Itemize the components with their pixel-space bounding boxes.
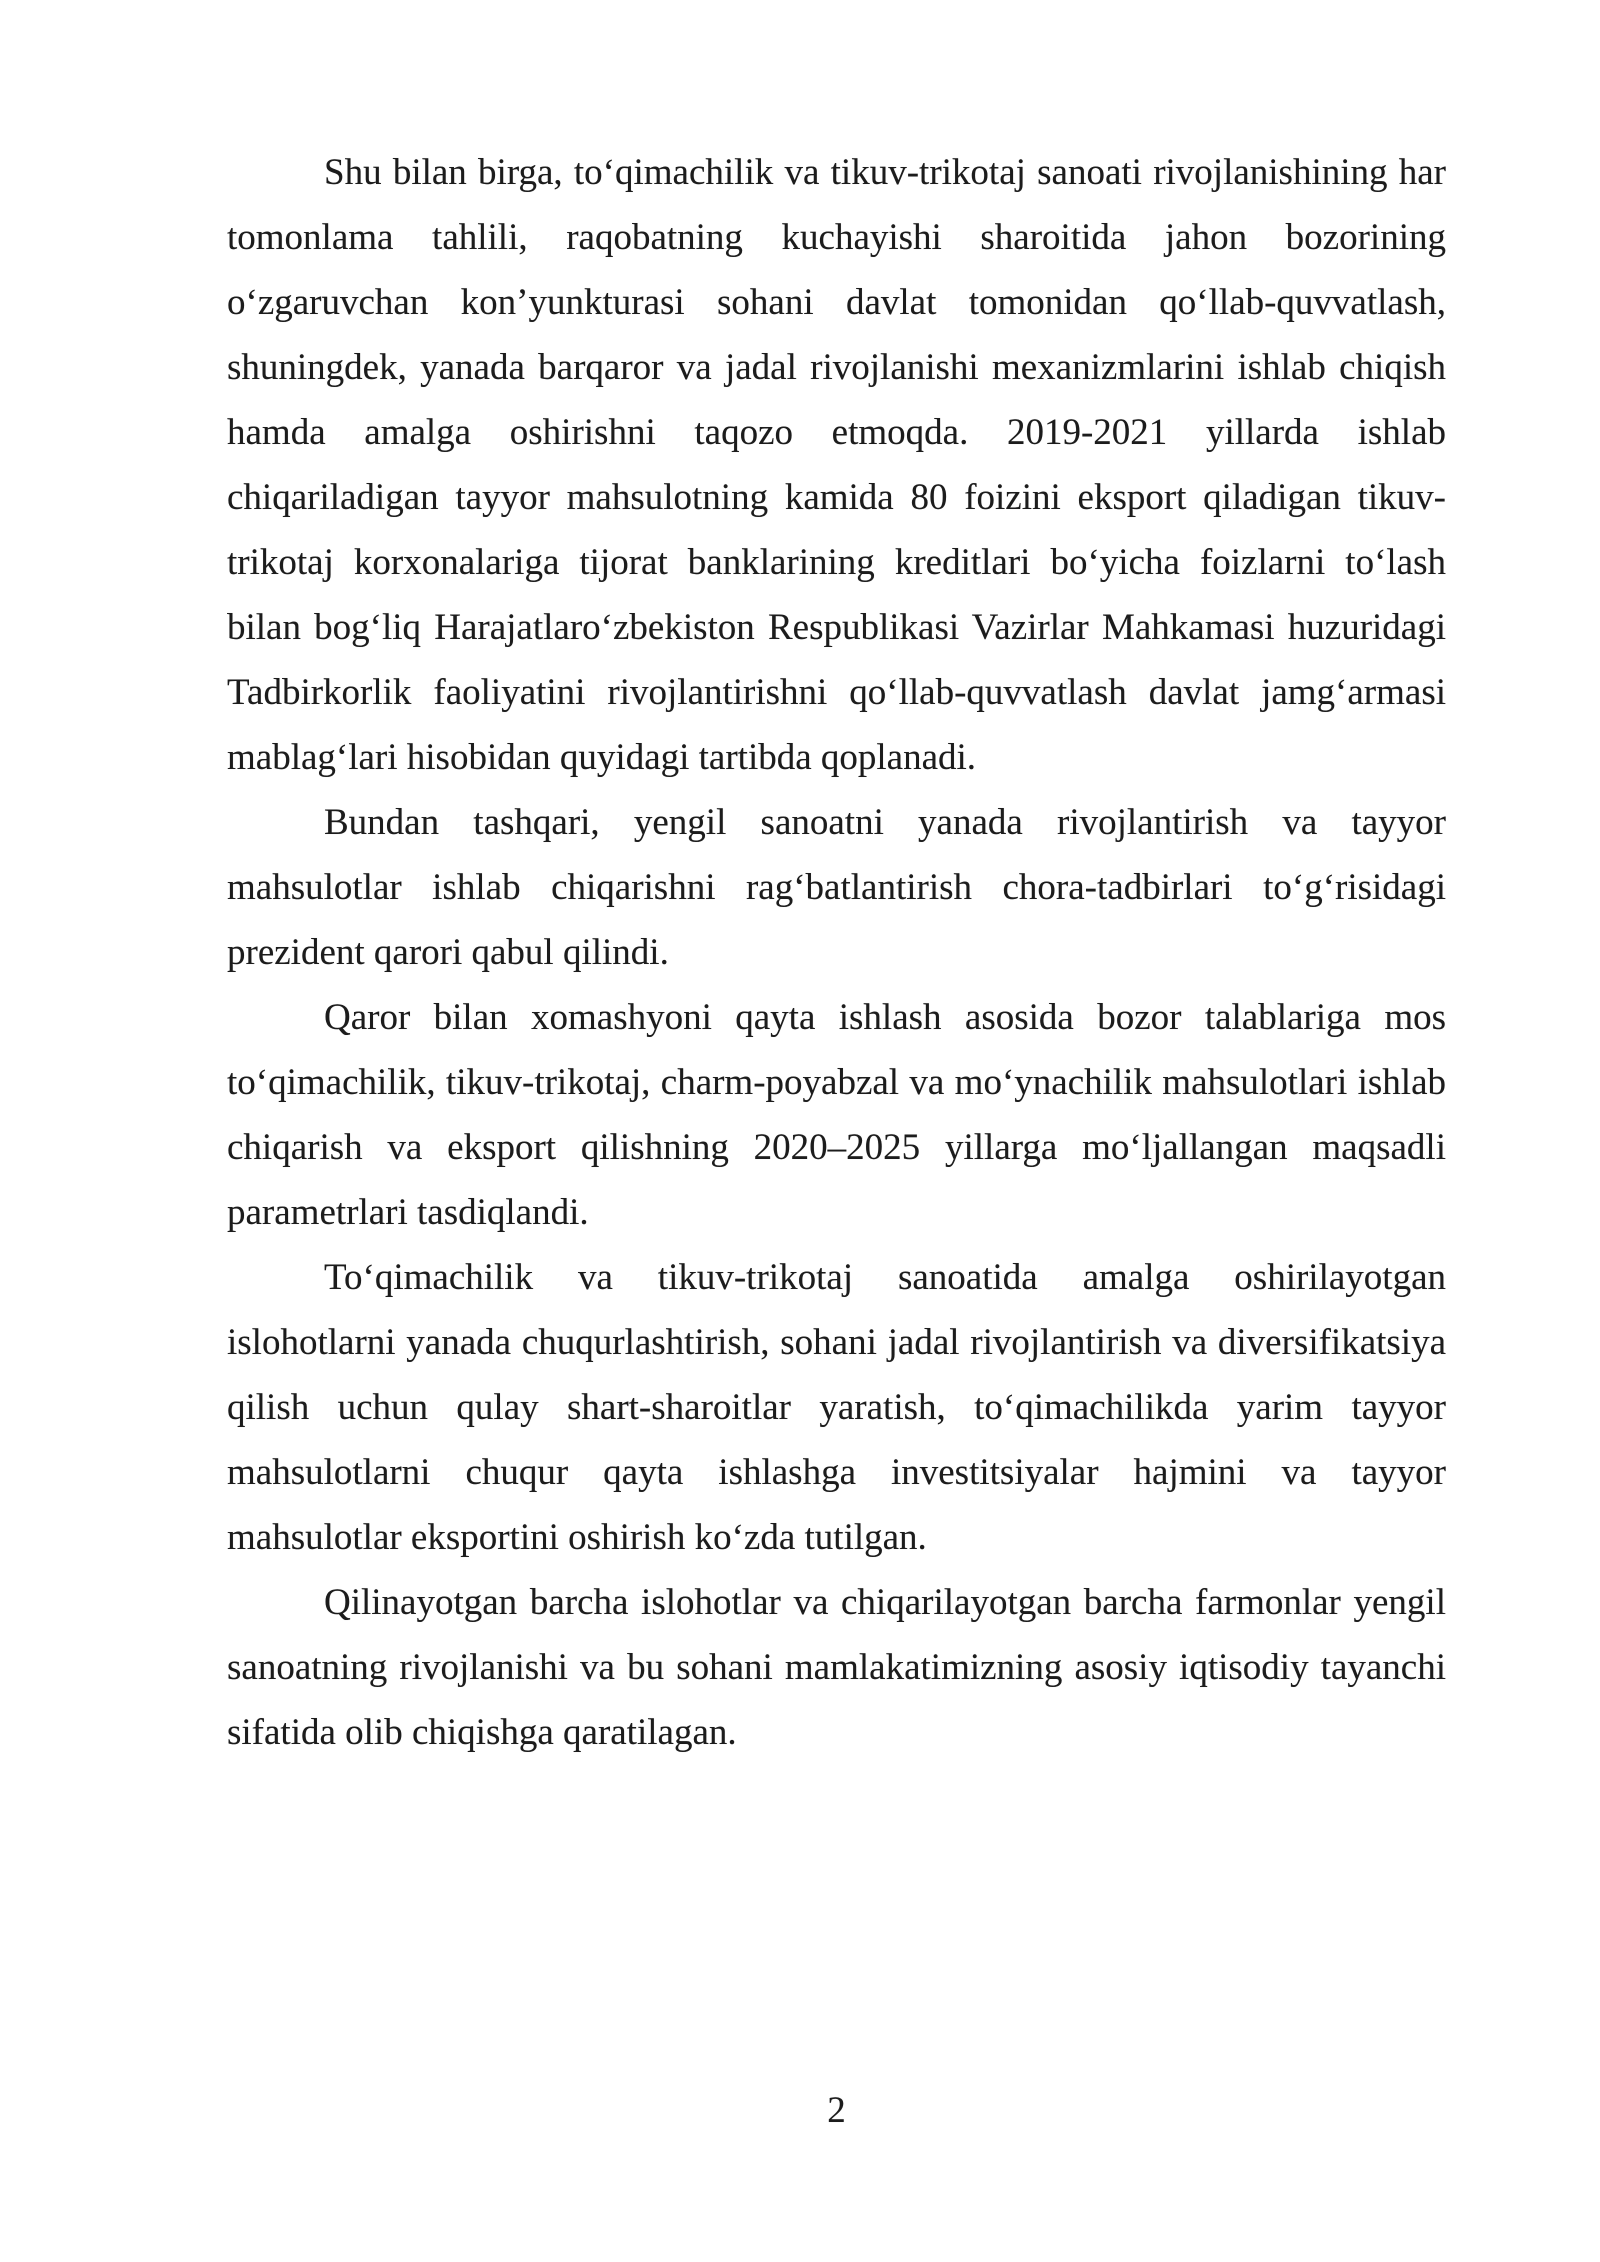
paragraph: [227, 1245, 1446, 1570]
text-line: To‘qimachilik va tikuv-trikotaj sanoatida amalga oshirilayotgan: [324, 1257, 1446, 1298]
text-line: mablag‘lari hisobidan quyidagi tartibda qoplanadi.: [227, 737, 977, 778]
text-line: shuningdek, yanada barqaror va jadal rivojlanishi mexanizmlarini ishlab chiqish: [227, 347, 1446, 388]
text-line: chiqarish va eksport qilishning 2020–2025 yillarga mo‘ljallangan maqsadli: [227, 1127, 1446, 1168]
text-line: to‘qimachilik, tikuv-trikotaj, charm-poyabzal va mo‘ynachilik mahsulotlari ishlab: [227, 1062, 1446, 1103]
text-line: Shu bilan birga, to‘qimachilik va tikuv-trikotaj sanoati rivojlanishining har: [324, 152, 1446, 193]
text-line: Qilinayotgan barcha islohotlar va chiqarilayotgan barcha farmonlar yengil: [324, 1582, 1446, 1623]
text-line: qilish uchun qulay shart-sharoitlar yaratish, to‘qimachilikda yarim tayyor: [227, 1387, 1446, 1428]
text-line: parametrlari tasdiqlandi.: [227, 1192, 589, 1233]
text-line: chiqariladigan tayyor mahsulotning kamida 80 foizini eksport qiladigan tikuv-: [227, 477, 1446, 518]
text-line: tomonlama tahlili, raqobatning kuchayishi sharoitida jahon bozorining: [227, 217, 1446, 258]
text-line: sifatida olib chiqishga qaratilagan.: [227, 1712, 737, 1753]
text-line: mahsulotlarni chuqur qayta ishlashga investitsiyalar hajmini va tayyor: [227, 1452, 1446, 1493]
text-line: trikotaj korxonalariga tijorat banklarining kreditlari bo‘yicha foizlarni to‘lash: [227, 542, 1446, 583]
paragraph: [227, 985, 1446, 1245]
paragraph: [227, 1570, 1446, 1765]
paragraph: [227, 790, 1446, 985]
text-line: mahsulotlar eksportini oshirish ko‘zda tutilgan.: [227, 1517, 927, 1558]
text-line: hamda amalga oshirishni taqozo etmoqda. 2019-2021 yillarda ishlab: [227, 412, 1446, 453]
text-line: sanoatning rivojlanishi va bu sohani mamlakatimizning asosiy iqtisodiy tayanchi: [227, 1647, 1446, 1688]
page-number: 2: [827, 2090, 846, 2131]
document-body-text: [227, 140, 1446, 1765]
text-line: o‘zgaruvchan kon’yunkturasi sohani davlat tomonidan qo‘llab-quvvatlash,: [227, 282, 1446, 323]
text-line: Bundan tashqari, yengil sanoatni yanada rivojlantirish va tayyor: [324, 802, 1446, 843]
text-line: prezident qarori qabul qilindi.: [227, 932, 669, 973]
text-line: bilan bog‘liq Harajatlaro‘zbekiston Respublikasi Vazirlar Mahkamasi huzuridagi: [227, 607, 1446, 648]
text-line: Tadbirkorlik faoliyatini rivojlantirishni qo‘llab-quvvatlash davlat jamg‘armasi: [227, 672, 1446, 713]
text-line: mahsulotlar ishlab chiqarishni rag‘batlantirish chora-tadbirlari to‘g‘risidagi: [227, 867, 1446, 908]
text-line: Qaror bilan xomashyoni qayta ishlash asosida bozor talablariga mos: [324, 997, 1446, 1038]
paragraph: [227, 140, 1446, 790]
text-line: islohotlarni yanada chuqurlashtirish, sohani jadal rivojlantirish va diversifikatsiya: [227, 1322, 1446, 1363]
